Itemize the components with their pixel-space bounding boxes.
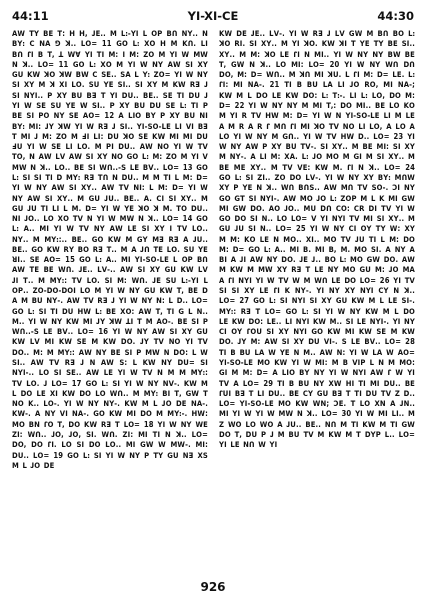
text-column-left (12, 29, 208, 577)
page-number: 926 (200, 580, 226, 594)
running-head (12, 8, 414, 24)
header-verse-range-start: 44:11 (12, 9, 49, 23)
column-text: ꓮꓪ ꓔꓬ ꓐꓰ ꓔ: ꓧ ꓧ, ꓙꓰ.. ꓟ ꓡꓽ-ꓬꓲ ꓡ ꓳꓑ ꓐꓵ ꓠꓬ.. ꓠ ꓐꓬꓽ ꓚ ꓠꓮ ꓨ ꓘ.. ꓡꓳ= 11 ꓖꓳ ꓡꓽ ꓫꓳ ꓧ ꓟ ꓗꓵ. ꓡꓲ ꓐꓵ ꓩꓲ ꓐ ꓔꓹ ꓕ ꓪꓯ ꓬꓲ ꓔꓲ ꓟ: ꓲ ꓟ: ꓜꓳ ꓟ ꓬꓲ ꓪ ꓟꓪ ꓠ ꓘ.. ꓡꓳ= 11 ꓖꓳ ꓡꓽ ꓫꓳ ꓟ ꓬꓲ ꓪ ꓠꓬ ꓮꓪ ꓢꓲ ꓫꓬ ꓖꓴ ꓗꓪ ꓘꓳ ꓘꓪ ꓐꓪ ꓚ ꓢꓰ.. ꓢꓮ ꓡ ꓬꓽ ꓜꓳ= ꓬꓲ ꓪ ꓠꓬ ꓢꓲ ꓫꓬ ꓟ ꓘ ꓫꓲ ꓡꓳ. ꓢꓴ ꓬꓰ ꓢꓲ.. ꓢꓲ ꓫꓬ ꓟ ꓗꓪ ꓣꓱ ꓙ ꓢꓲ ꓠꓬꓲ.. ꓑ ꓫꓬ ꓐꓴ ꓐꓱ ꓔ ꓬꓲ ꓓꓴ.. ꓐꓰ.. ꓢꓰ ꓔꓲ ꓓꓴ ꓙ ꓬꓲ ꓪ ꓢꓰ ꓢꓴ ꓬꓰ ꓪ ꓢꓲ.. ꓑ ꓫꓬ ꓐꓴ ꓓꓴ ꓢꓰ ꓡꓽ ꓔꓲ ꓑ ꓐꓰ ꓢꓲ ꓑꓳ ꓠꓬ ꓢꓰ ꓮꓳ= 12 ꓮ ꓡꓲꓳ ꓐꓬ ꓑ ꓫꓬ ꓐꓴ ꓠꓲ ꓐꓬꓽ ꓟꓲ: ꓙꓬ ꓘꓪ ꓬꓲ ꓪ ꓣꓱ ꓙ ꓢꓲ.. ꓬꓲ-ꓢꓳ-ꓡꓰ ꓡꓲ ꓦꓲ ꓐꓱ ꓔ ꓟꓲ ꓙ ꓟ: ꓜꓳ ꓟ ꓞꓲ ꓡꓲ: ꓓꓴ ꓘꓳ ꓢꓰ ꓗꓪ ꓟꓲ ꓟꓲ ꓓꓴ ꓞꓴ ꓬꓲ ꓪ ꓢꓰ ꓡꓲ ꓡꓳ. ꓟ ꓑꓲ ꓓꓴ.. ꓮꓪ ꓠꓳ ꓬꓲ ꓪ ꓔꓦ ꓔꓳ, ꓠ ꓮꓪ ꓡꓦ ꓮꓪ ꓢꓲ ꓫꓬ ꓠꓳ ꓖꓳ ꓡꓽ ꓟ: ꓜꓳ ꓟ ꓬꓲ ꓦ ꓟꓪ ꓠ ꓘ.. ꓡꓳ.. ꓐꓰ ꓢꓲ ꓪꓵ..-ꓢ ꓡꓰ ꓐꓦ.. ꓡꓳ= 13 ꓖꓳ ꓡꓽ ꓢꓲ ꓢꓲ ꓔꓲ ꓓ ꓟꓬꓽ ꓣꓱ ꓔꓵ ꓠ ꓓꓴ.. ꓟ ꓟ ꓔꓲ ꓡ ꓟ: ꓓ= ꓬꓲ ꓪ ꓠꓬ ꓮꓪ ꓢꓲ ꓫꓬ.. ꓮꓪ ꓔꓦ ꓠꓲ: ꓡ ꓟ: ꓓ= ꓬꓲ ꓪ ꓠꓬ ꓮꓪ ꓢꓲ ꓫꓬ.. ꓟ ꓖꓴ ꓙꓴ.. ꓐꓰ.. ꓮ. ꓚꓲ ꓢꓲ ꓫꓬ.. ꓟ ꓖꓴ ꓙꓴ ꓔꓲ ꓡꓲ ꓡ ꓟ. ꓓ= ꓬꓲ ꓪ ꓬꓰ ꓘꓳ ꓘ ꓟ. ꓔꓳ ꓓꓴ.. ꓠꓲ ꓙꓳ.. ꓡꓳ ꓫꓳ ꓔꓦ ꓠ ꓬꓲ ꓪ ꓟꓪ ꓠ ꓘ.. ꓡꓳ= 14 ꓖꓳ ꓡꓽ ꓮ.. ꓟꓲ ꓬꓲ ꓪ ꓔꓦ ꓠꓬ ꓮꓪ ꓡꓰ ꓢꓲ ꓫꓬ ꓲ ꓔꓦ ꓡꓳ.. ꓠꓬ.. ꓟ ꓟꓬꓽ:.. ꓐꓰ.. ꓖꓳ ꓗꓪ ꓟ ꓖꓬ ꓟꓱ ꓣꓱ ꓮ ꓙꓴ.. ꓐꓰ.. ꓖꓳ ꓗꓪ ꓣꓬ ꓐꓳ ꓣꓱ ꓔ.. ꓟ ꓮ ꓙꓵ ꓔꓰ ꓡꓳ. ꓢꓴ ꓬꓰ ꓤꓲ.. ꓢꓰ ꓮꓳ= 15 ꓖꓳ ꓡꓽ ꓮ.. ꓟꓲ ꓬꓲ-ꓢꓳ-ꓡꓰ ꓡ ꓳꓑ ꓐꓵ ꓮꓪ ꓔꓰ ꓐꓰ ꓪꓵ. ꓙꓰ.. ꓡꓦ-.. ꓮꓪ ꓢꓲ ꓫꓬ ꓖꓴ ꓗꓪ ꓡꓦ ꓙꓲ ꓔ.. ꓟ ꓟꓬꓽ: ꓔꓦ ꓡꓳ. ꓢꓲ ꓟ: ꓪꓵ. ꓙꓰ ꓢꓴ ꓡꓽ-ꓬꓲ ꓡ ꓳꓑ.. ꓜꓳ-ꓓꓳ-ꓓꓳꓲ ꓡꓳ ꓟ ꓬꓲ ꓪ ꓠꓬ ꓖꓴ ꓗꓪ ꓔꓹ ꓐꓰ ꓓ ꓮ ꓟ ꓐꓴ ꓠꓬ-. ꓮꓪ ꓔꓦ ꓣꓱ ꓙ ꓬꓲ ꓪ ꓠꓬ ꓠ: ꓡ ꓓ.. ꓡꓳ= ꓖꓳ ꓡꓽ ꓢꓲ ꓔꓲ ꓓꓴ ꓧꓪ ꓡꓽ ꓐꓰ ꓫꓳ: ꓮꓪ ꓔꓹ ꓔꓲ ꓖ ꓡ ꓠ.. ꓟ.. ꓬꓲ ꓪ ꓠꓬ ꓗꓪ ꓟꓲ ꓙꓬ ꓘꓪ ꓕꓲ ꓔ ꓟ ꓮꓳ-. ꓐꓰ ꓢꓲ ꓑ ꓪꓵ..-ꓢ ꓡꓰ ꓐꓦ.. ꓡꓳ= 16 ꓬꓲ ꓪ ꓠꓬ ꓮꓪ ꓢꓲ ꓫꓬ ꓖꓴ ꓗꓪ ꓡꓦ ꓟꓲ ꓗꓪ ꓢꓰ ꓟ ꓗꓪ ꓓꓳ. ꓙꓬ ꓔꓦ ꓠꓳ ꓬꓲ ꓔꓦ ꓓꓳ.. ꓟ: ꓟ ꓟꓬꓽ: ꓮꓪ ꓠꓬ ꓐꓰ ꓢꓲ ꓑ ꓟꓪ ꓠ ꓓꓳ: ꓡ ꓪ ꓢꓲ.. ꓮꓪ ꓔꓦ ꓣꓱ ꓙ ꓠ ꓮꓪ ꓢ: ꓡ ꓗꓪ ꓠꓬ ꓓꓴ= ꓢꓲ ꓠꓬꓲ-.. ꓡꓳ ꓢꓲ ꓢꓰ.. ꓮꓪ ꓡꓰ ꓬꓲ ꓪ ꓔꓦ ꓠ ꓟ ꓟ ꓟꓬꓽ: ꓔꓦ ꓡꓳ. ꓙ ꓡꓳ= 17 ꓖꓳ ꓡꓽ ꓢꓲ ꓬꓲ ꓪ ꓠꓬ ꓠꓦ-. ꓗꓪ ꓟ ꓡ ꓓꓳ ꓡꓰ ꓫꓲ ꓗꓪ ꓓꓳ ꓡꓳ ꓪꓵ.. ꓟ ꓟꓬꓽ ꓐꓲ ꓔꓹ ꓖꓪ ꓔ ꓠꓳ ꓗ.. ꓡꓳ-. ꓬꓲ ꓪ ꓠꓬ ꓠꓬ-. ꓗꓪ ꓟ ꓡ ꓙꓳ ꓓꓰ ꓠꓮ-. ꓗꓪ-. ꓮ ꓠꓬ ꓦꓲ ꓠꓮ-. ꓖꓳ ꓗꓪ ꓟꓲ ꓓꓳ ꓟ ꓟꓬꓽ-. ꓧꓪ: ꓟꓳ ꓐꓠ ꓩꓳ ꓔꓹ ꓓꓳ ꓗꓪ ꓣꓱ ꓔ ꓡꓳ= 18 ꓬꓲ ꓪ ꓠꓬ ꓪꓰ ꓜꓲ: ꓪꓵ.. ꓙꓳ, ꓙꓳ, ꓢꓲ. ꓪꓵ. ꓜꓲ: ꓟꓲ ꓔꓲ ꓠ ꓘ.. ꓡꓳ= ꓓꓳ, ꓓꓳ ꓩꓲ. ꓡꓳ ꓢꓲ ꓓꓳ ꓡꓳ.. ꓟꓲ ꓖꓪ ꓪ ꓟꓪ-. ꓟꓲ: ꓓꓴ.. ꓡꓳ= 19 ꓖꓳ ꓡꓽ ꓢꓲ ꓬꓲ ꓪ ꓠꓬ ꓑ ꓔꓬ ꓖꓴ ꓠꓱ ꓫꓢ ꓟ ꓡ ꓙꓳ ꓓꓰ (12, 29, 208, 470)
header-verse-range-end: 44:30 (377, 9, 414, 23)
column-text: ꓗꓪ ꓓꓰ ꓙꓰ.. ꓡꓦ-. ꓬꓲ ꓪ ꓣꓱ ꓙ ꓡꓦ ꓖꓪ ꓟ ꓐꓵ ꓐꓳ ꓡꓽ ꓘꓳ ꓣꓲ. ꓢꓲ ꓫꓬ.. ꓟ ꓬꓲ ꓘꓳ. ꓗꓪ ꓘꓲ ꓔ ꓬꓰ ꓔꓬ ꓐꓰ ꓢꓲ.. ꓫꓬ.. ꓟ ꓟ: ꓘꓳ ꓡꓰ ꓩꓲ ꓠ ꓟꓲ.. ꓬꓲ ꓪ ꓠꓬ ꓠꓬ ꓐꓪ ꓐꓰ ꓔꓹ ꓖꓪ ꓠ ꓘ.. ꓡꓳ ꓟꓲ: ꓡꓳ= 20 ꓬꓲ ꓪ ꓠꓬ ꓪꓵ ꓓꓵ ꓓꓳ, ꓟ: ꓓ= ꓪꓵ.. ꓟ ꓘꓵ ꓟꓲ ꓘꓴ. ꓡ ꓩꓲ ꓟ: ꓓ= ꓡꓰ. ꓡꓽ ꓩꓲ: ꓟꓲ ꓠꓮ-. 21 ꓔꓲ ꓐ ꓐꓴ ꓡꓮ ꓡꓲ ꓙꓳ ꓣꓳ, ꓟꓲ ꓠꓮ-; ꓗꓪ ꓟ ꓡ ꓓꓳ ꓡꓰ ꓗꓪ ꓓꓳ: ꓡꓽ ꓔꓽ-. ꓡꓲ ꓡꓽ ꓡꓳ, ꓓꓳ ꓟ: ꓓ= 22 ꓬꓲ ꓪ ꓠꓬ ꓠꓬ ꓟ ꓟꓲ ꓔꓹ: ꓓꓳ ꓟꓲ.. ꓐꓰ ꓡꓳ ꓗꓳ ꓟ ꓬꓲ ꓣ ꓔꓦ ꓧꓪ ꓟ: ꓓ= ꓬꓲ ꓪ ꓠ ꓬꓲ-ꓢꓳ-ꓡꓰ ꓡꓲ ꓟ ꓡꓰ ꓮ ꓟ ꓣ ꓮ ꓣ ꓩ ꓟꓵ ꓩꓲ ꓟꓲ ꓘꓳ ꓔꓦ ꓠꓳ ꓡꓲ ꓡꓳ, ꓮ ꓡꓳ ꓮ ꓡꓳ ꓬꓲ ꓪ ꓠꓬ ꓟ ꓖꓵ.. ꓬꓲ ꓪ ꓔꓦ ꓧꓪ ꓓ.. ꓡꓳ= 23 ꓬꓲ ꓪ ꓠꓬ ꓮꓪ ꓑ ꓫꓬ ꓐꓴ ꓔꓦ-. ꓢꓲ ꓫꓬ.. ꓟ ꓐꓰ ꓟꓲ: ꓢꓲ ꓫꓬ ꓟ ꓠꓬ-. ꓮ ꓡꓲ ꓟ: ꓫꓮ. ꓡꓽ ꓙꓳ ꓟꓳ ꓟ ꓖꓲ ꓟ ꓢꓲ ꓫꓬ.. ꓟ ꓐꓰ ꓟꓰ ꓫꓬ.. ꓟ ꓔꓦ ꓦꓰ: ꓗꓪ ꓟ. ꓩꓲ ꓠ ꓘ.. ꓡꓳ= 24 ꓖꓳ ꓡꓽ ꓢꓲ ꓜꓲ.. ꓜꓳ ꓓꓳ ꓡꓦ-. ꓬꓲ ꓪ ꓠꓬ ꓫꓬ ꓐꓬꓽ ꓟꓵꓪ ꓫꓬ ꓑ ꓬꓰ ꓠ ꓘ.. ꓪꓵ ꓐꓵꓢ.. ꓮꓪ ꓟꓵ ꓔꓦ ꓢꓳ-. ꓛꓲ ꓠꓬ ꓖꓳ ꓖꓔ ꓢꓲ ꓠꓬꓲ-. ꓮꓪ ꓟꓳ ꓙꓳ ꓡꓽ ꓜꓳꓑ ꓟ ꓡ ꓗ ꓟꓲ ꓖꓪ ꓟꓲ ꓖꓪ ꓓꓳ. ꓮꓳ ꓙꓳ.. ꓟꓴ ꓓꓵ ꓚꓳ: ꓚꓣ ꓓꓲ ꓔꓦ ꓬꓲ ꓪ ꓖꓳ ꓓꓳ ꓢꓲ ꓠ.. ꓡꓳ ꓡꓳ= ꓦ ꓬꓲ ꓠꓬꓲ ꓔꓦ ꓟꓲ ꓢꓲ ꓫꓬ.. ꓟ ꓖꓴ ꓙꓴ ꓢꓲ ꓠ.. ꓡꓳ= 25 ꓬꓲ ꓪ ꓠꓬ ꓚꓲ ꓳꓬ ꓔꓬ ꓪ: ꓫꓬ ꓟ ꓟ: ꓗꓳ ꓡꓰ ꓠ ꓟꓳ.. ꓫꓲ.. ꓟꓳ ꓔꓦ ꓙꓴ ꓔꓲ ꓡ ꓟ: ꓓꓳ ꓟ: ꓓ= ꓖꓳ ꓡꓽ ꓮ.. ꓟꓲ ꓐ. ꓟꓲ ꓐ, ꓟ. ꓟꓳ ꓢꓲ. ꓮ ꓠꓬ ꓮ ꓐꓲ ꓮ ꓙꓲ ꓮꓪ ꓠꓬ ꓓꓳ. ꓙꓰ ꓙ.. ꓐꓳ ꓡꓽ ꓟꓳ ꓖꓪ ꓓꓳ. ꓮꓪ ꓟ ꓗꓪ ꓟ ꓟꓪ ꓫꓬ ꓣꓱ ꓔ ꓡꓰ ꓠꓬ ꓟꓳ ꓖꓴ ꓟ: ꓙꓳ ꓟꓮ ꓮ ꓩꓲ ꓠꓬꓲ ꓬꓲ ꓪ ꓔꓦ ꓪ ꓟ ꓪꓵ ꓡꓰ ꓓꓳ ꓡꓳ= 26 ꓬꓲ ꓔꓦ ꓢꓲ ꓢꓲ ꓫꓬ ꓡꓰ ꓩꓲ ꓗ ꓠꓬ-. ꓬꓲ ꓠꓬ ꓫꓬ ꓠꓬꓲ ꓚꓬ ꓠ ꓘ.. ꓡꓳ= 27 ꓖꓳ ꓡꓽ ꓢꓲ ꓠꓬꓲ ꓢꓲ ꓫꓬ ꓖꓴ ꓗꓪ ꓟ ꓡ ꓡꓰ ꓢꓲ-. ꓟꓬꓽ: ꓣꓱ ꓔ ꓡꓳ= ꓖꓳ ꓡꓽ ꓢꓲ ꓬꓲ ꓪ ꓠꓬ ꓗꓪ ꓟ ꓡ ꓓꓳ ꓡꓰ ꓗꓪ ꓓꓳ: ꓡꓰ.. ꓡꓲ ꓠꓬꓲ ꓗꓪ ꓟ.. ꓢꓲ ꓡꓰ ꓠꓬꓲ-. ꓬꓲ ꓠꓬ ꓚꓲ ꓳꓬ ꓩꓳꓴ ꓢꓲ ꓫꓬ ꓠꓬꓲ ꓖꓳ ꓗꓪ ꓟꓲ ꓗꓪ ꓢꓰ ꓟ ꓗꓪ ꓓꓳ. ꓙꓬ ꓟ: ꓮꓪ ꓢꓲ ꓫꓬ ꓓꓴ ꓦꓲ-. ꓢ ꓡꓰ ꓐꓦ.. ꓡꓳ= 28 ꓔꓲ ꓐ ꓐꓴ ꓡꓮ ꓪ ꓬꓰ ꓠ ꓟ.. ꓮꓪ ꓠ: ꓬꓲ ꓪ ꓡꓮ ꓪ ꓮꓳ= ꓬꓲ-ꓢꓳ-ꓡꓰ ꓟꓳ ꓗꓪ ꓬꓲ ꓪ ꓟꓲ: ꓟ ꓐ ꓦꓲꓑ ꓡ ꓠ ꓟ ꓟꓳ: ꓖꓲ ꓟ ꓟ: ꓓ= ꓮ ꓡꓲꓳ ꓐꓬ ꓠꓬ ꓬꓲ ꓪ ꓠꓬꓲ ꓮꓪ ꓩ ꓪ ꓬꓲ ꓔꓦ ꓮ ꓡꓳ= 29 ꓔꓲ ꓐ ꓐꓴ ꓠꓬ ꓫꓪ ꓧꓲ ꓔꓲ ꓟꓲ ꓓꓴ.. ꓐꓰ ꓩꓴꓲ ꓐꓱ ꓔ ꓡꓲ ꓓꓴ.. ꓐꓰ ꓚꓬ ꓖꓴ ꓐꓱ ꓔ ꓔꓲ ꓓꓴ ꓔꓦ ꓜ ꓓ.. ꓡꓳ= ꓬꓲ-ꓢꓳ-ꓡꓰ ꓟꓳ ꓗꓪ ꓪꓠ; ꓛꓰ. ꓔ ꓡꓳ ꓫꓠ ꓮ ꓙꓠ.. ꓟꓲ ꓬꓲ ꓪ ꓬꓲ ꓪ ꓟꓪ ꓠ ꓘ.. ꓡꓳ= 30 ꓬꓲ ꓪ ꓟꓲ ꓡꓲ.. ꓟ ꓜ ꓪꓳ ꓡꓳ ꓪꓳ ꓮ ꓙꓴ.. ꓐꓰ.. ꓠꓵ ꓟ ꓔꓲ ꓗꓪ ꓟ ꓔꓲ ꓖꓪ ꓓꓳ ꓔꓹ ꓓꓴ ꓑ ꓙ ꓟ ꓐꓴ ꓔꓦ ꓟ ꓗꓪ ꓟ ꓔ ꓓꓬꓑ ꓡ.. ꓡꓳ= ꓬꓲ ꓡꓰ ꓠꓵ ꓪ ꓬꓲ (219, 29, 415, 450)
text-column-right (219, 29, 415, 577)
header-book-title: YI-XI-CE (187, 9, 239, 23)
